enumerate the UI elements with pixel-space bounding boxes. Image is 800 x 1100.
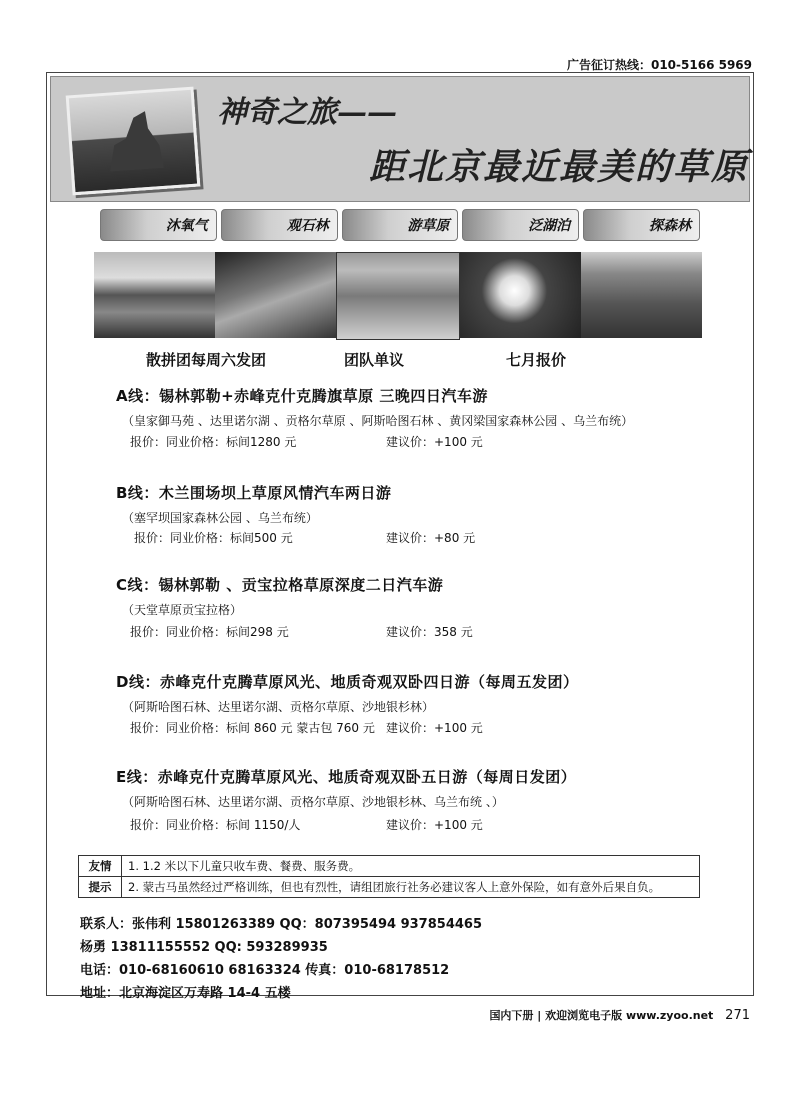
route-stops: （塞罕坝国家森林公园 、乌兰布统）	[122, 511, 318, 525]
contact-phone-fax: 电话：010-68160610 68163324 传真：010-68178512	[80, 963, 450, 978]
activity-tab-stone-forest: 观石林	[221, 209, 338, 241]
grassland-photo	[336, 252, 459, 340]
route-title: E线：赤峰克什克腾草原风光、地质奇观双卧五日游（每周日发团）	[116, 768, 577, 786]
route-b-price: 报价：同业价格：标间500 元	[134, 531, 293, 545]
contact-person: 联系人：张伟利 15801263389 QQ：807395494 937854465	[80, 917, 482, 932]
tips-label-1: 友情	[79, 856, 122, 877]
activity-tab-grassland: 游草原	[342, 209, 459, 241]
footer-text: 国内下册 | 欢迎浏览电子版 www.zyoo.net	[489, 1009, 714, 1022]
route-title: C线：锡林郭勒 、贡宝拉格草原深度二日汽车游	[116, 576, 444, 594]
forest-photo	[581, 252, 702, 338]
route-d	[116, 671, 578, 715]
banner-title-1: 神奇之旅——	[217, 95, 397, 130]
route-title: B线：木兰围场坝上草原风情汽车两日游	[116, 484, 392, 502]
lake-photo	[94, 252, 215, 338]
rock-photo	[215, 252, 336, 338]
route-title: A线：锡林郭勒+赤峰克什克腾旗草原 三晚四日汽车游	[116, 387, 488, 405]
route-stops: （阿斯哈图石林、达里诺尔湖、贡格尔草原、沙地银杉林、乌兰布统 、）	[122, 795, 504, 809]
route-e-suggest: 建议价：+100 元	[386, 818, 483, 832]
contact-person-2: 杨勇 13811155552 QQ: 593289935	[80, 940, 328, 955]
route-e-price: 报价：同业价格：标间 1150/人	[130, 818, 301, 832]
activity-tab-forest: 探森林	[583, 209, 700, 241]
heading-group: 团队单议	[344, 351, 405, 369]
swan-photo	[460, 252, 581, 338]
tip-item: 2. 蒙古马虽然经过严格训练，但也有烈性，请组团旅行社务必建议客人上意外保险，如有意外后果自负。	[122, 877, 700, 898]
route-d-suggest: 建议价：+100 元	[386, 721, 483, 735]
route-stops: （阿斯哈图石林、达里诺尔湖、贡格尔草原、沙地银杉林）	[122, 700, 435, 714]
banner	[50, 76, 750, 202]
rock-formation-image	[100, 110, 164, 172]
footer	[489, 1007, 750, 1023]
heading-weekly-tour: 散拼团每周六发团	[146, 351, 267, 369]
friendly-tips	[78, 855, 700, 898]
route-stops: （天堂草原贡宝拉格）	[122, 603, 243, 617]
route-d-price: 报价：同业价格：标间 860 元 蒙古包 760 元	[130, 721, 375, 735]
page-number: 271	[725, 1008, 750, 1023]
tips-label-2: 提示	[79, 877, 122, 898]
route-c-suggest: 建议价：358 元	[386, 625, 473, 639]
tip-item: 1. 1.2 米以下儿童只收车费、餐费、服务费。	[122, 856, 700, 877]
route-b-suggest: 建议价：+80 元	[386, 531, 476, 545]
route-title: D线：赤峰克什克腾草原风光、地质奇观双卧四日游（每周五发团）	[116, 673, 579, 691]
ad-hotline: 广告征订热线：010-5166 5969	[566, 58, 752, 72]
banner-rock-photo	[66, 87, 201, 196]
route-b	[116, 482, 391, 526]
route-e	[116, 766, 576, 810]
activity-tab-oxygen: 沐氧气	[100, 209, 217, 241]
route-a-suggest: 建议价：+100 元	[386, 435, 483, 449]
heading-july-price: 七月报价	[506, 351, 567, 369]
contact-address: 地址：北京海淀区万寿路 14-4 五楼	[80, 986, 291, 1001]
route-c	[116, 574, 443, 618]
route-a	[116, 385, 633, 429]
activity-tab-lake: 泛湖泊	[462, 209, 579, 241]
route-stops: （皇家御马苑 、达里诺尔湖 、贡格尔草原 、阿斯哈图石林 、黄冈梁国家森林公园 、乌兰布统）	[122, 414, 634, 428]
photo-strip	[94, 252, 702, 338]
banner-title-2: 距北京最近最美的草原	[369, 146, 750, 188]
route-a-price: 报价：同业价格：标间1280 元	[130, 435, 297, 449]
activity-tabs	[100, 209, 700, 241]
route-c-price: 报价：同业价格：标间298 元	[130, 625, 289, 639]
